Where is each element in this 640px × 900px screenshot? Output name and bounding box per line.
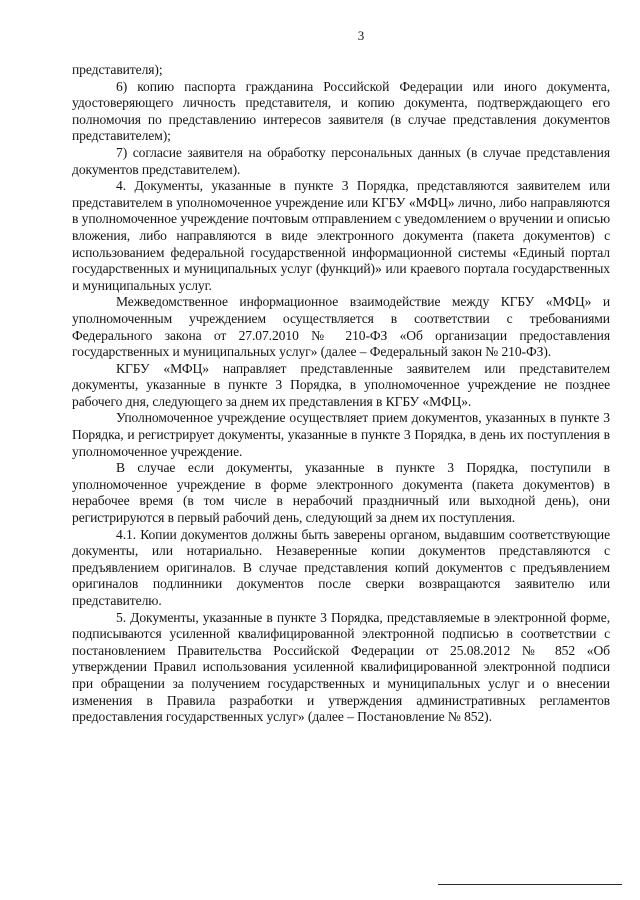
paragraph-3: 7) согласие заявителя на обработку персональных данных (в случае представления документов представителем). [72,144,610,177]
paragraph-9: 4.1. Копии документов должны быть заверены органом, выдавшим соответствующие документы, или нотариально. Незаверенные копии документов представляются с предъявлением оригиналов. В случае представления копий документов с предъявлением оригиналов подлинники документов после сверки возвращаются заявителю или представителю. [72,526,610,608]
page-number: 3 [357,28,365,43]
paragraph-8: В случае если документы, указанные в пункте 3 Порядка, поступили в уполномоченное учреждение в форме электронного документа (пакета документов) в нерабочее время (в том числе в нерабочий праздничный или выходной день), они регистрируются в первый рабочий день, следующий за днем их поступления. [72,460,610,526]
paragraph-2: 6) копию паспорта гражданина Российской Федерации или иного документа, удостоверяющего личность представителя, и копию документа, подтверждающего его полномочия по представлению интересов заявителя (в случае представления документов представителем); [72,78,610,144]
footer-divider [438,884,622,885]
paragraph-6: КГБУ «МФЦ» направляет представленные заявителем или представителем документы, указанные в пункте 3 Порядка, в уполномоченное учреждение не позднее рабочего дня, следующего за днем их представления в КГБУ «МФЦ». [72,360,610,409]
paragraph-7: Уполномоченное учреждение осуществляет прием документов, указанных в пункте 3 Порядка, и регистрирует документы, указанные в пункте 3 Порядка, в день их поступления в уполномоченное учреждение. [72,410,610,459]
paragraph-1: представителя); [72,62,163,77]
document-body [72,62,610,726]
paragraph-10: 5. Документы, указанные в пункте 3 Порядка, представляемые в электронной форме, подписываются усиленной квалифицированной электронной подписью в соответствии с постановлением Правительства Российской Федерации от 25.08.2012 № 852 «Об утверждении Правил использования усиленной квалифицированной электронной подписи при обращении за получением государственных и муниципальных услуг и о внесении изменения в Правила разработки и утверждения административных регламентов предоставления государственных услуг» (далее – Постановление № 852). [72,609,610,725]
paragraph-5: Межведомственное информационное взаимодействие между КГБУ «МФЦ» и уполномоченным учреждением осуществляется в соответствии с требованиями Федерального закона от 27.07.2010 № 210-ФЗ «Об организации предоставления государственных и муниципальных услуг» (далее – Федеральный закон № 210-ФЗ). [72,294,610,360]
paragraph-4: 4. Документы, указанные в пункте 3 Порядка, представляются заявителем или представителем в уполномоченное учреждение или КГБУ «МФЦ» лично, либо направляются в уполномоченное учреждение почтовым отправлением с уведомлением о вручении и описью вложения, либо направляются в виде электронного документа (пакета документов) с использованием федеральной государственной информационной системы «Единый портал государственных и муниципальных услуг (функций)» или краевого портала государственных и муниципальных услуг. [72,178,610,293]
